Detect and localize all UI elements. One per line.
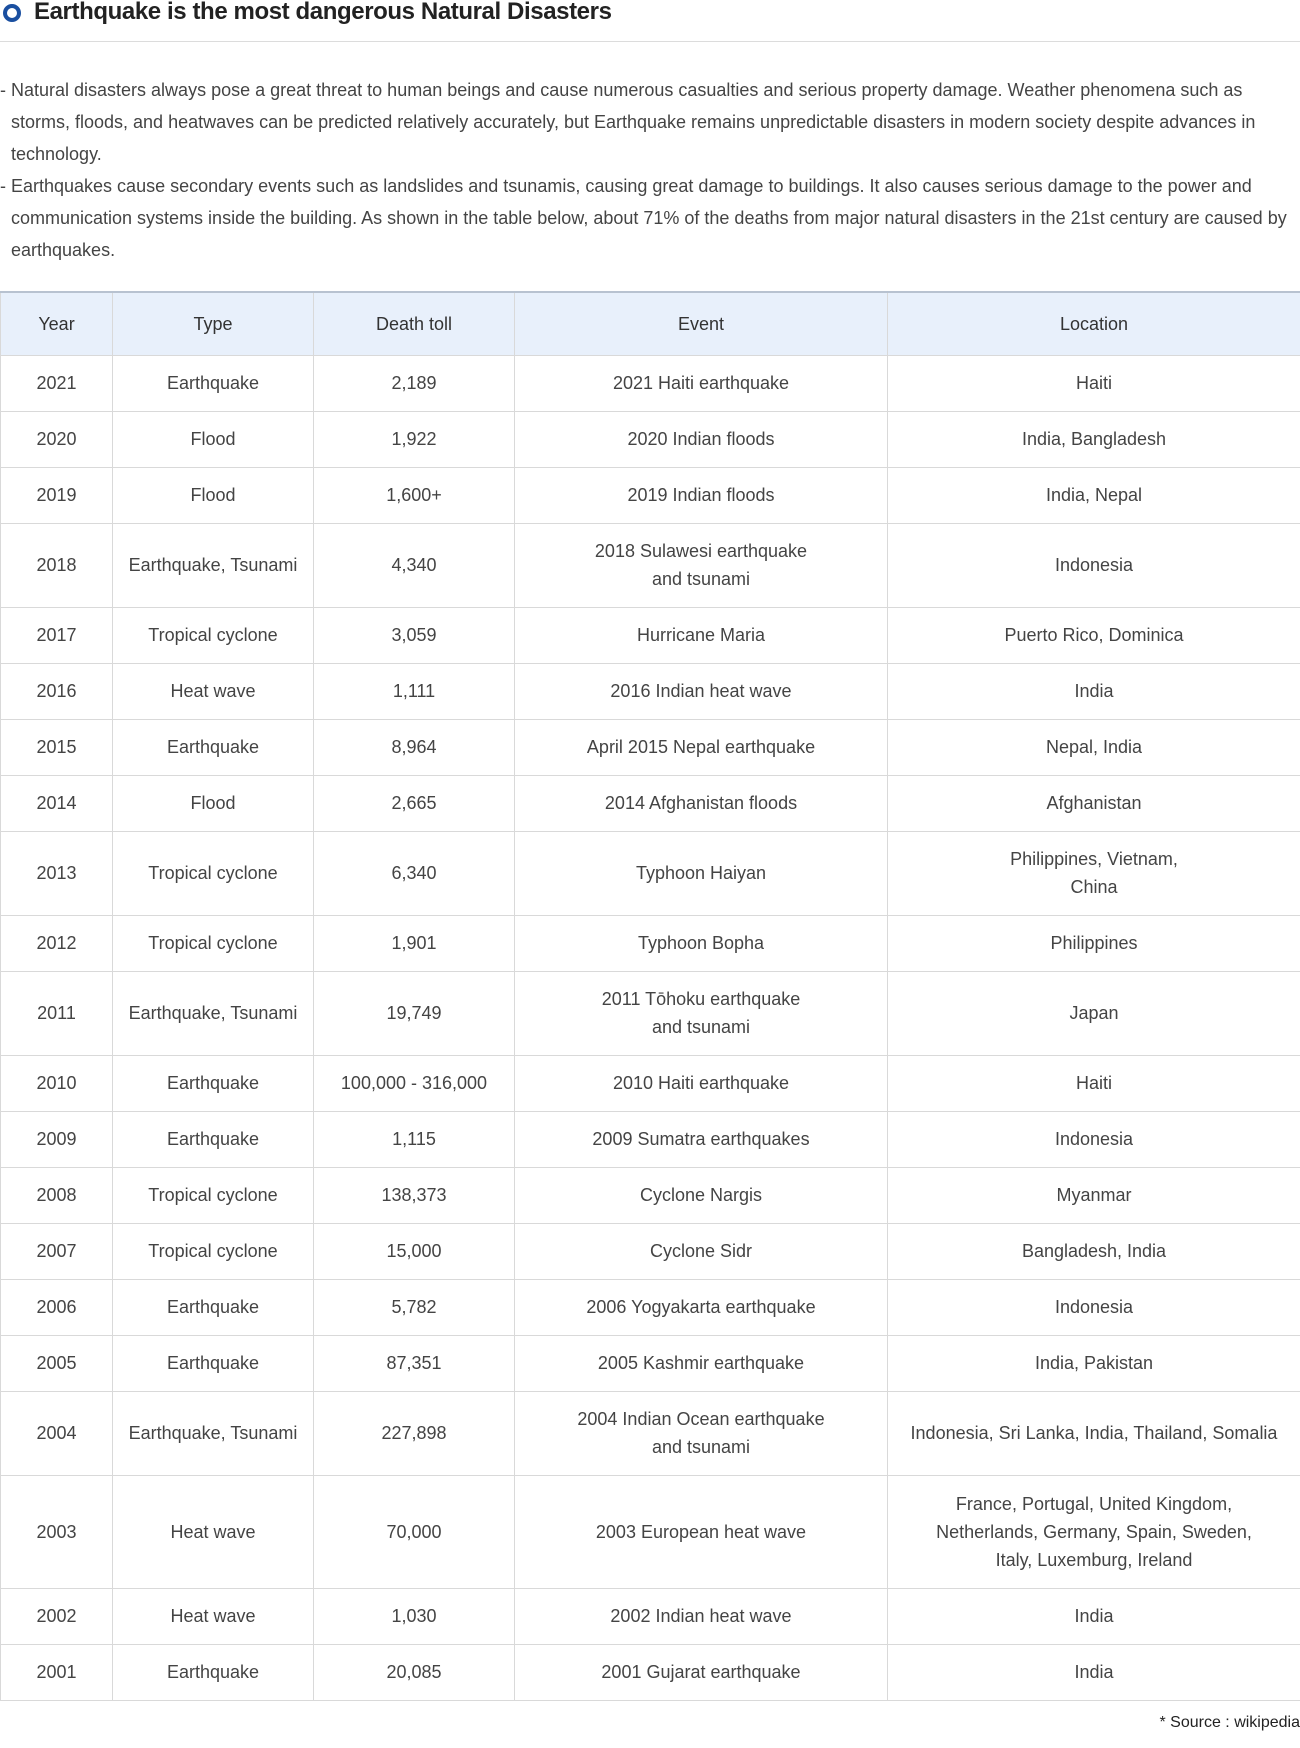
cell-location (888, 1279, 1300, 1335)
cell-event (515, 831, 888, 915)
cell-type: Earthquake, Tsunami (113, 523, 314, 607)
cell-event (515, 1335, 888, 1391)
description-paragraph: - Earthquakes cause secondary events such as landslides and tsunamis, causing great damage to buildings. It also causes serious damage to the power and communication systems inside the building. As shown in the table below, about 71% of the deaths from major natural disasters in the 21st century are caused by earthquakes. (0, 176, 1287, 260)
cell-location-line: Puerto Rico, Dominica (1004, 625, 1184, 645)
cell-event (515, 523, 888, 607)
table-row (1, 355, 1300, 411)
cell-type: Tropical cyclone (113, 1167, 314, 1223)
cell-location-line: Haiti (1075, 1073, 1112, 1093)
cell-death-toll: 1,922 (314, 411, 515, 467)
cell-event (515, 971, 888, 1055)
cell-event (515, 467, 888, 523)
table-row (1, 775, 1300, 831)
cell-type: Earthquake (113, 1279, 314, 1335)
table-row (1, 1167, 1300, 1223)
cell-event (515, 607, 888, 663)
cell-year: 2010 (1, 1055, 113, 1111)
cell-event (515, 1055, 888, 1111)
cell-type: Tropical cyclone (113, 1223, 314, 1279)
table-row (1, 523, 1300, 607)
cell-type: Earthquake (113, 719, 314, 775)
cell-location-line: Nepal, India (1045, 737, 1143, 757)
cell-year: 2021 (1, 355, 113, 411)
cell-death-toll: 87,351 (314, 1335, 515, 1391)
cell-event (515, 1167, 888, 1223)
table-row (1, 607, 1300, 663)
cell-type: Flood (113, 775, 314, 831)
cell-location-line: France, Portugal, United Kingdom, (955, 1493, 1233, 1514)
cell-location-line: Indonesia (1054, 1297, 1134, 1317)
cell-location (888, 1588, 1300, 1644)
cell-death-toll: 2,665 (314, 775, 515, 831)
cell-location-line: Japan (1069, 1003, 1119, 1023)
cell-year: 2018 (1, 523, 113, 607)
cell-year: 2019 (1, 467, 113, 523)
cell-death-toll: 227,898 (314, 1391, 515, 1475)
cell-year: 2002 (1, 1588, 113, 1644)
cell-type: Earthquake (113, 1644, 314, 1700)
table-row (1, 663, 1300, 719)
cell-event (515, 1223, 888, 1279)
cell-event-line: 2009 Sumatra earthquakes (592, 1129, 810, 1149)
table-body (1, 355, 1300, 1700)
cell-event (515, 1475, 888, 1588)
table-row (1, 971, 1300, 1055)
cell-death-toll: 20,085 (314, 1644, 515, 1700)
cell-event (515, 1279, 888, 1335)
cell-event-line: and tsunami (651, 1017, 751, 1037)
cell-event-line: 2014 Afghanistan floods (604, 793, 798, 813)
cell-type: Earthquake, Tsunami (113, 971, 314, 1055)
cell-year: 2005 (1, 1335, 113, 1391)
column-header-event: Event (515, 292, 888, 355)
cell-location (888, 1391, 1300, 1475)
cell-event-line: 2004 Indian Ocean earthquake (577, 1409, 825, 1429)
cell-event-line: Cyclone Nargis (639, 1185, 763, 1205)
cell-location (888, 1335, 1300, 1391)
cell-death-toll: 4,340 (314, 523, 515, 607)
cell-event-line: and tsunami (651, 1437, 751, 1457)
cell-year: 2020 (1, 411, 113, 467)
cell-location-line: Philippines, Vietnam, (1010, 849, 1178, 869)
cell-event (515, 1111, 888, 1167)
cell-location (888, 663, 1300, 719)
cell-death-toll: 6,340 (314, 831, 515, 915)
cell-location-line: India (1074, 1662, 1114, 1682)
cell-location (888, 1644, 1300, 1700)
cell-type: Earthquake (113, 1111, 314, 1167)
table-row (1, 467, 1300, 523)
cell-event-line: Typhoon Bopha (637, 933, 765, 953)
cell-location-line: Netherlands, Germany, Spain, Sweden, (936, 1521, 1252, 1542)
description-paragraph: - Natural disasters always pose a great threat to human beings and cause numerous casualties and serious property damage. Weather phenomena such as storms, floods, and heatwaves can be predicted relatively accurately, but Earthquake remains unpredictable disasters in modern society despite advances in technology. (0, 80, 1256, 164)
cell-death-toll: 1,030 (314, 1588, 515, 1644)
cell-year: 2012 (1, 915, 113, 971)
table-row (1, 411, 1300, 467)
cell-type: Earthquake (113, 355, 314, 411)
cell-location-line: Myanmar (1056, 1185, 1132, 1205)
cell-location (888, 831, 1300, 915)
cell-year: 2008 (1, 1167, 113, 1223)
cell-event (515, 775, 888, 831)
cell-event (515, 719, 888, 775)
cell-type: Earthquake (113, 1055, 314, 1111)
table-row (1, 719, 1300, 775)
description (0, 74, 1300, 266)
cell-location (888, 1055, 1300, 1111)
cell-type: Tropical cyclone (113, 831, 314, 915)
cell-year: 2011 (1, 971, 113, 1055)
table-row (1, 1335, 1300, 1391)
table-row (1, 1055, 1300, 1111)
cell-type: Flood (113, 411, 314, 467)
cell-death-toll: 8,964 (314, 719, 515, 775)
column-header-type: Type (113, 292, 314, 355)
cell-type: Heat wave (113, 663, 314, 719)
cell-event-line: 2019 Indian floods (627, 485, 775, 505)
cell-location-line: India (1074, 681, 1114, 701)
cell-location (888, 355, 1300, 411)
cell-location-line: Indonesia, Sri Lanka, India, Thailand, Somalia (910, 1423, 1278, 1443)
cell-death-toll: 15,000 (314, 1223, 515, 1279)
cell-location (888, 775, 1300, 831)
cell-location (888, 467, 1300, 523)
cell-location-line: Bangladesh, India (1021, 1241, 1167, 1261)
table-row (1, 1223, 1300, 1279)
cell-event (515, 663, 888, 719)
cell-location (888, 1475, 1300, 1588)
cell-year: 2013 (1, 831, 113, 915)
cell-death-toll: 70,000 (314, 1475, 515, 1588)
cell-year: 2001 (1, 1644, 113, 1700)
cell-location-line: India (1074, 1606, 1114, 1626)
cell-location (888, 719, 1300, 775)
cell-event-line: Cyclone Sidr (649, 1241, 753, 1261)
cell-location (888, 1223, 1300, 1279)
cell-event (515, 1644, 888, 1700)
cell-event-line: 2003 European heat wave (595, 1521, 807, 1542)
source-note: * Source : wikipedia (1159, 1714, 1300, 1731)
cell-year: 2004 (1, 1391, 113, 1475)
cell-event-line: 2020 Indian floods (627, 429, 775, 449)
table-header-row (1, 292, 1300, 355)
cell-death-toll: 5,782 (314, 1279, 515, 1335)
cell-location-line: Afghanistan (1046, 793, 1142, 813)
cell-location (888, 1167, 1300, 1223)
cell-event-line: 2010 Haiti earthquake (612, 1073, 790, 1093)
cell-death-toll: 1,901 (314, 915, 515, 971)
cell-year: 2009 (1, 1111, 113, 1167)
cell-death-toll: 3,059 (314, 607, 515, 663)
page-title: Earthquake is the most dangerous Natural Disasters (34, 0, 612, 25)
cell-location-line: Haiti (1075, 373, 1112, 393)
table-row (1, 915, 1300, 971)
cell-event (515, 355, 888, 411)
cell-location (888, 915, 1300, 971)
cell-death-toll: 19,749 (314, 971, 515, 1055)
table-row (1, 1391, 1300, 1475)
cell-event-line: and tsunami (651, 569, 751, 589)
cell-year: 2006 (1, 1279, 113, 1335)
cell-location-line: Philippines (1050, 933, 1138, 953)
cell-event-line: 2006 Yogyakarta earthquake (586, 1297, 816, 1317)
cell-location-line: India, Pakistan (1034, 1353, 1154, 1373)
cell-location (888, 971, 1300, 1055)
table-row (1, 1111, 1300, 1167)
cell-event (515, 1588, 888, 1644)
cell-type: Tropical cyclone (113, 607, 314, 663)
cell-death-toll: 100,000 - 316,000 (314, 1055, 515, 1111)
cell-location-line: Indonesia (1054, 1129, 1134, 1149)
cell-event-line: Hurricane Maria (636, 625, 766, 645)
cell-death-toll: 1,111 (314, 663, 515, 719)
cell-event (515, 915, 888, 971)
cell-type: Heat wave (113, 1475, 314, 1588)
cell-event-line: 2018 Sulawesi earthquake (594, 541, 808, 561)
cell-event-line: 2021 Haiti earthquake (612, 373, 790, 393)
cell-location-line: Indonesia (1054, 555, 1134, 575)
cell-event-line: Typhoon Haiyan (635, 863, 767, 883)
column-header-death-toll: Death toll (314, 292, 515, 355)
cell-location (888, 411, 1300, 467)
cell-year: 2017 (1, 607, 113, 663)
cell-location-line: China (1070, 877, 1118, 897)
title-row (0, 0, 1300, 42)
cell-event (515, 411, 888, 467)
disaster-table (0, 291, 1300, 1701)
column-header-year: Year (1, 292, 113, 355)
cell-type: Earthquake, Tsunami (113, 1391, 314, 1475)
table-row (1, 1644, 1300, 1700)
cell-type: Earthquake (113, 1335, 314, 1391)
cell-location-line: India, Bangladesh (1021, 429, 1167, 449)
cell-year: 2015 (1, 719, 113, 775)
cell-event-line: 2002 Indian heat wave (610, 1606, 792, 1626)
cell-type: Tropical cyclone (113, 915, 314, 971)
cell-event-line: 2005 Kashmir earthquake (597, 1353, 805, 1373)
cell-event-line: 2011 Tōhoku earthquake (601, 989, 801, 1009)
cell-death-toll: 138,373 (314, 1167, 515, 1223)
cell-event-line: 2001 Gujarat earthquake (601, 1662, 801, 1682)
cell-death-toll: 1,600+ (314, 467, 515, 523)
cell-location (888, 1111, 1300, 1167)
cell-location-line: India, Nepal (1045, 485, 1143, 505)
cell-year: 2016 (1, 663, 113, 719)
table-row (1, 1588, 1300, 1644)
cell-location (888, 523, 1300, 607)
table-row (1, 831, 1300, 915)
disaster-table-wrapper (0, 291, 1300, 1701)
cell-year: 2007 (1, 1223, 113, 1279)
cell-event-line: 2016 Indian heat wave (610, 681, 792, 701)
table-row (1, 1279, 1300, 1335)
cell-event-line: April 2015 Nepal earthquake (586, 737, 816, 757)
cell-death-toll: 1,115 (314, 1111, 515, 1167)
cell-type: Heat wave (113, 1588, 314, 1644)
circle-bullet-icon (3, 4, 21, 22)
cell-year: 2014 (1, 775, 113, 831)
cell-type: Flood (113, 467, 314, 523)
cell-year: 2003 (1, 1475, 113, 1588)
table-row (1, 1475, 1300, 1588)
cell-death-toll: 2,189 (314, 355, 515, 411)
cell-location (888, 607, 1300, 663)
cell-location-line: Italy, Luxemburg, Ireland (995, 1549, 1193, 1570)
column-header-location: Location (888, 292, 1300, 355)
cell-event (515, 1391, 888, 1475)
